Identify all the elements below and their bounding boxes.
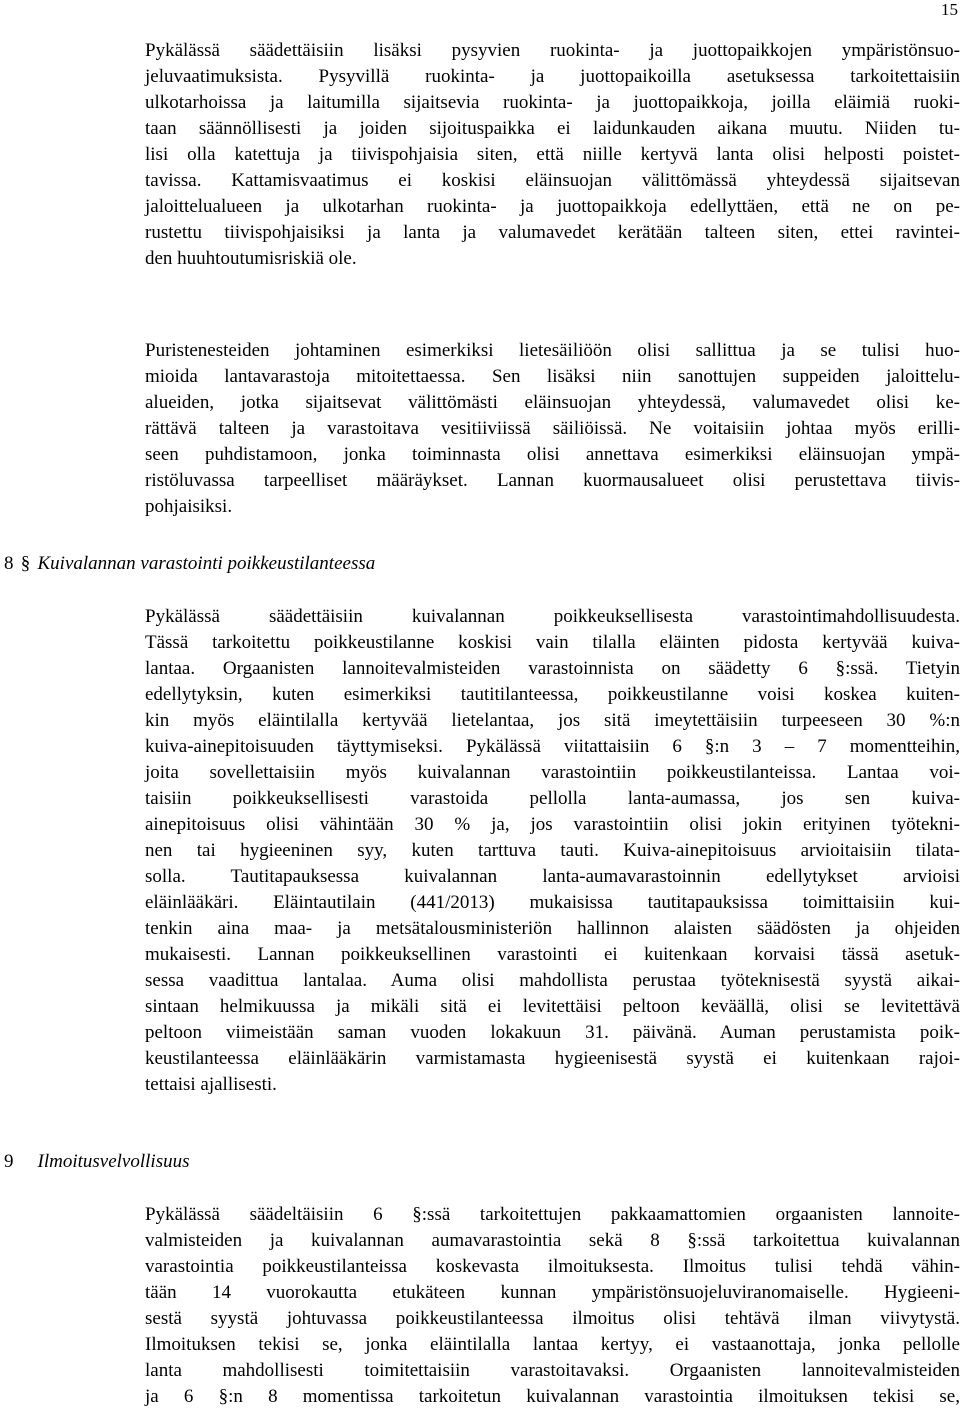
paragraph-3-line: Tässä tarkoitettu poikkeustilanne koskisi vain tilalla eläinten pidosta kertyvää kuiva- <box>145 632 960 653</box>
section-title: Ilmoitusvelvollisuus <box>37 1151 190 1172</box>
paragraph-3-line: peltoon viimeistään saman vuoden lokakuun 31. päivänä. Auman perustamista poik- <box>145 1022 960 1043</box>
paragraph-4-line: varastointia poikkeustilanteissa koskevasta ilmoituksesta. Ilmoitus tulisi tehdä vähin- <box>145 1256 960 1277</box>
section-sign: § <box>20 553 31 574</box>
paragraph-1-line: Pykälässä säädettäisiin lisäksi pysyvien ruokinta- ja juottopaikkojen ympäristönsuo- <box>145 40 960 61</box>
paragraph-2-line: pohjaisiksi. <box>145 496 233 517</box>
paragraph-1-line: taan säännöllisesti ja joiden sijoituspaikka ei laidunkauden aikana muutu. Niiden tu- <box>145 118 960 139</box>
paragraph-1-line: tavissa. Kattamisvaatimus ei koskisi eläinsuojan välittömässä yhteydessä sijaitsevan <box>145 170 960 191</box>
paragraph-3-line: edellytyksin, kuten esimerkiksi tautitilanteessa, poikkeustilanne voisi koskea kuiten- <box>145 684 960 705</box>
paragraph-2-line: seen puhdistamoon, jonka toiminnasta olisi annettava esimerkiksi eläinsuojan ympä- <box>145 444 960 465</box>
paragraph-3-line: mukaisesti. Lannan poikkeuksellinen varastointi ei kuitenkaan korvaisi tässä asetuk- <box>145 944 960 965</box>
paragraph-4-line: Ilmoituksen tekisi se, jonka eläintilalla lantaa kertyy, ei vastaanottaja, jonka pellolle <box>145 1334 960 1355</box>
paragraph-3-line: kin myös eläintilalla kertyvää lietelantaa, jos sitä imeytettäisiin turpeeseen 30 %:n <box>145 710 960 731</box>
paragraph-2-line: rättävä talteen ja varastoitava vesitiiviissä säiliöissä. Ne voitaisiin johtaa myös erilli- <box>145 418 960 439</box>
paragraph-1-line: lisi olla katettuja ja tiivispohjaisia siten, että niille kertyvä lanta olisi helposti poistet- <box>145 144 960 165</box>
paragraph-3-line: joita sovellettaisiin myös kuivalannan varastointiin poikkeustilanteissa. Lantaa voi- <box>145 762 960 783</box>
paragraph-1-line: den huuhtoutumisriskiä ole. <box>145 248 357 269</box>
paragraph-1-line: jeluvaatimuksista. Pysyvillä ruokinta- ja juottopaikoilla asetuksessa tarkoitettaisiin <box>145 66 960 87</box>
section-number: 9 <box>4 1151 14 1172</box>
paragraph-3-line: ainepitoisuus olisi vähintään 30 % ja, jos varastointiin olisi jokin erityinen työtekni- <box>145 814 960 835</box>
paragraph-4-line: sestä syystä johtuvassa poikkeustilanteessa ilmoitus olisi tehtävä ilman viivytystä. <box>145 1308 960 1329</box>
paragraph-1-line: jaloittelualueen ja ulkotarhan ruokinta- ja juottopaikkoja edellyttäen, että ne on pe- <box>145 196 960 217</box>
paragraph-2-line: alueiden, jotka sijaitsevat välittömästi eläinsuojan yhteydessä, valumavedet olisi ke- <box>145 392 960 413</box>
paragraph-3-line: keustilanteessa eläinlääkärin varmistamasta hygieenisestä syystä ei kuitenkaan rajoi- <box>145 1048 960 1069</box>
paragraph-3-line: lantaa. Orgaanisten lannoitevalmisteiden varastoinnista on säädetty 6 §:ssä. Tietyin <box>145 658 960 679</box>
paragraph-3-line: tenkin aina maa- ja metsätalousministeriön hallinnon alaisten säädösten ja ohjeiden <box>145 918 960 939</box>
paragraph-2-line: mioida lantavarastoja mitoitettaessa. Sen lisäksi niin sanottujen suppeiden jaloittelu- <box>145 366 960 387</box>
paragraph-4-line: valmisteiden ja kuivalannan aumavarastointia sekä 8 §:ssä tarkoitettua kuivalannan <box>145 1230 960 1251</box>
paragraph-3-line: Pykälässä säädettäisiin kuivalannan poikkeuksellisesta varastointimahdollisuudesta. <box>145 606 960 627</box>
paragraph-1-line: ulkotarhoissa ja laitumilla sijaitsevia ruokinta- ja juottopaikkoja, joilla eläimiä ruoki- <box>145 92 960 113</box>
paragraph-3-line: eläinlääkäri. Eläintautilain (441/2013) mukaisissa tautitapauksissa toimittaisiin kui- <box>145 892 960 913</box>
paragraph-1-line: rustettu tiivispohjaisiksi ja lanta ja valumavedet kerätään talteen siten, ettei ravintei- <box>145 222 960 243</box>
page-number: 15 <box>941 0 958 19</box>
paragraph-4-line: Pykälässä säädeltäisiin 6 §:ssä tarkoitettujen pakkaamattomien orgaanisten lannoite- <box>145 1204 960 1225</box>
paragraph-3-line: kuiva-ainepitoisuuden täyttymiseksi. Pykälässä viitattaisiin 6 §:n 3 – 7 momentteihin, <box>145 736 960 757</box>
section-number: 8 <box>4 553 14 574</box>
paragraph-4-line: tään 14 vuorokautta etukäteen kunnan ympäristönsuojeluviranomaiselle. Hygieeni- <box>145 1282 960 1303</box>
paragraph-3-line: sessa vaadittua lantalaa. Auma olisi mahdollista perustaa työteknisestä syystä aikai- <box>145 970 960 991</box>
paragraph-3-line: tettaisi ajallisesti. <box>145 1074 277 1095</box>
paragraph-4-line: ja 6 §:n 8 momentissa tarkoitetun kuivalannan varastointia ilmoituksen tekisi se, <box>145 1386 960 1407</box>
section-heading <box>4 1149 189 1175</box>
paragraph-3-line: sintaan helmikuussa ja mikäli sitä ei levitettäisi peltoon keväällä, olisi se levitettävä <box>145 996 960 1017</box>
section-heading <box>4 551 375 577</box>
paragraph-3-line: taisiin poikkeuksellisesti varastoida pellolla lanta-aumassa, jos sen kuiva- <box>145 788 960 809</box>
paragraph-3-line: solla. Tautitapauksessa kuivalannan lanta-aumavarastoinnin edellytykset arvioisi <box>145 866 960 887</box>
section-title: Kuivalannan varastointi poikkeustilanteessa <box>37 553 376 574</box>
paragraph-3-line: nen tai hygieeninen syy, kuten tarttuva tauti. Kuiva-ainepitoisuus arvioitaisiin tilata- <box>145 840 960 861</box>
paragraph-2-line: Puristenesteiden johtaminen esimerkiksi lietesäiliöön olisi sallittua ja se tulisi huo- <box>145 340 960 361</box>
paragraph-4-line: lanta mahdollisesti toimitettaisiin varastoitavaksi. Orgaanisten lannoitevalmisteiden <box>145 1360 960 1381</box>
paragraph-2-line: ristöluvassa tarpeelliset määräykset. Lannan kuormausalueet olisi perustettava tiivis- <box>145 470 960 491</box>
